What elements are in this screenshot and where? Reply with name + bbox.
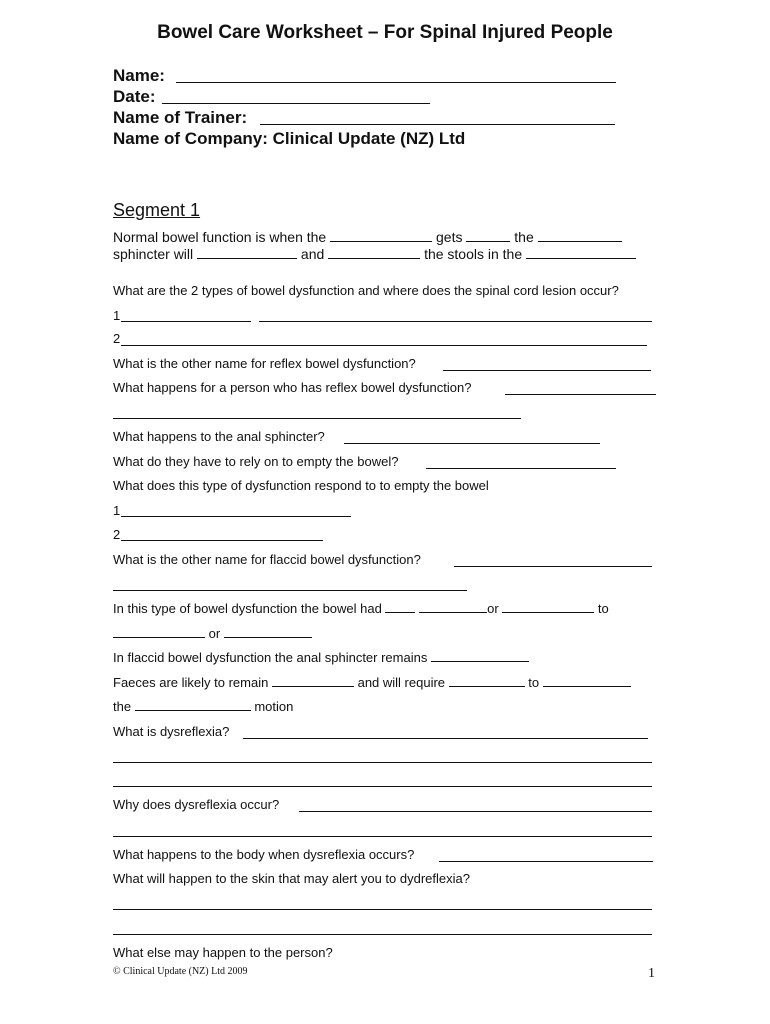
intro-text: and — [300, 246, 325, 262]
answer-number: 1 — [113, 503, 121, 518]
intro-text: sphincter will — [113, 246, 194, 262]
blank-field[interactable] — [330, 231, 432, 242]
trainer-field[interactable] — [260, 124, 615, 125]
question-text: the — [113, 699, 132, 714]
answer-field[interactable] — [259, 321, 652, 322]
question-why-dysreflexia: Why does dysreflexia occur? — [113, 797, 280, 812]
worksheet-title: Bowel Care Worksheet – For Spinal Injured People — [157, 22, 613, 43]
answer-field[interactable] — [113, 762, 652, 763]
blank-field[interactable] — [272, 676, 354, 687]
blank-field[interactable] — [526, 248, 636, 259]
intro-line-2 — [113, 246, 636, 262]
page-number: 1 — [648, 966, 655, 981]
question-types: What are the 2 types of bowel dysfunction and where does the spinal cord lesion occur? — [113, 283, 619, 298]
question-text: In flaccid bowel dysfunction the anal sphincter remains — [113, 650, 428, 665]
company-row — [113, 129, 465, 149]
question-text: motion — [254, 699, 294, 714]
trainer-label: Name of Trainer: — [113, 108, 248, 127]
blank-field[interactable] — [328, 248, 420, 259]
question-dysreflexia: What is dysreflexia? — [113, 724, 230, 739]
answer-field[interactable] — [426, 468, 616, 469]
intro-text: Normal bowel function is when the — [113, 229, 327, 245]
answer-field[interactable] — [121, 516, 351, 517]
answer-field[interactable] — [113, 836, 652, 837]
question-respond: What does this type of dysfunction respond to to empty the bowel — [113, 478, 489, 493]
intro-line-1 — [113, 229, 622, 245]
question-flaccid-anal — [113, 650, 529, 665]
question-rely: What do they have to rely on to empty the bowel? — [113, 454, 399, 469]
answer-field[interactable] — [113, 786, 652, 787]
answer-field[interactable] — [443, 370, 651, 371]
blank-field[interactable] — [449, 676, 525, 687]
answer-field[interactable] — [113, 909, 652, 910]
blank-field[interactable] — [466, 231, 510, 242]
question-text: to — [528, 675, 540, 690]
date-label: Date: — [113, 87, 156, 106]
blank-field[interactable] — [431, 651, 529, 662]
blank-field[interactable] — [135, 700, 251, 711]
question-anal-sphincter: What happens to the anal sphincter? — [113, 429, 325, 444]
name-label: Name: — [113, 66, 165, 85]
intro-text: gets — [436, 229, 463, 245]
blank-field[interactable] — [197, 248, 297, 259]
answer-field[interactable] — [299, 811, 652, 812]
company-value: Clinical Update (NZ) Ltd — [272, 129, 466, 148]
date-field[interactable] — [162, 103, 430, 104]
answer-field[interactable] — [113, 590, 467, 591]
intro-text: the stools in the — [424, 246, 523, 262]
answer-field[interactable] — [113, 934, 652, 935]
blank-field[interactable] — [538, 231, 622, 242]
answer-field[interactable] — [121, 345, 647, 346]
copyright-footer: © Clinical Update (NZ) Ltd 2009 — [113, 966, 248, 977]
question-faeces — [113, 675, 631, 690]
question-reflex-happens: What happens for a person who has reflex bowel dysfunction? — [113, 380, 472, 395]
question-text: or — [208, 626, 221, 641]
question-text: or — [487, 601, 499, 616]
question-else: What else may happen to the person? — [113, 945, 333, 960]
question-skin: What will happen to the skin that may alert you to dydreflexia? — [113, 871, 470, 886]
question-or-line — [113, 626, 312, 641]
question-bowel-had — [113, 601, 609, 616]
answer-field[interactable] — [454, 566, 652, 567]
blank-field[interactable] — [113, 627, 205, 638]
answer-number: 2 — [113, 527, 121, 542]
answer-field[interactable] — [243, 738, 648, 739]
question-text: to — [597, 601, 609, 616]
answer-field[interactable] — [505, 394, 656, 395]
question-flaccid-name: What is the other name for flaccid bowel dysfunction? — [113, 552, 421, 567]
blank-field[interactable] — [419, 602, 487, 613]
name-field[interactable] — [176, 82, 616, 83]
question-text: In this type of bowel dysfunction the bowel had — [113, 601, 382, 616]
answer-field[interactable] — [439, 861, 653, 862]
blank-field[interactable] — [543, 676, 631, 687]
answer-field[interactable] — [113, 418, 521, 419]
question-text: and will require — [357, 675, 446, 690]
question-body: What happens to the body when dysreflexia occurs? — [113, 847, 415, 862]
question-text: Faeces are likely to remain — [113, 675, 269, 690]
blank-field[interactable] — [502, 602, 594, 613]
segment-title: Segment 1 — [113, 200, 201, 220]
blank-field[interactable] — [224, 627, 312, 638]
answer-number: 1 — [113, 308, 121, 323]
intro-text: the — [514, 229, 534, 245]
answer-field[interactable] — [344, 443, 600, 444]
company-label: Name of Company: — [113, 129, 268, 148]
question-motion — [113, 699, 293, 714]
blank-field[interactable] — [385, 602, 415, 613]
answer-number: 2 — [113, 331, 121, 346]
answer-field[interactable] — [121, 540, 323, 541]
answer-field[interactable] — [121, 321, 251, 322]
question-reflex-name: What is the other name for reflex bowel dysfunction? — [113, 356, 416, 371]
